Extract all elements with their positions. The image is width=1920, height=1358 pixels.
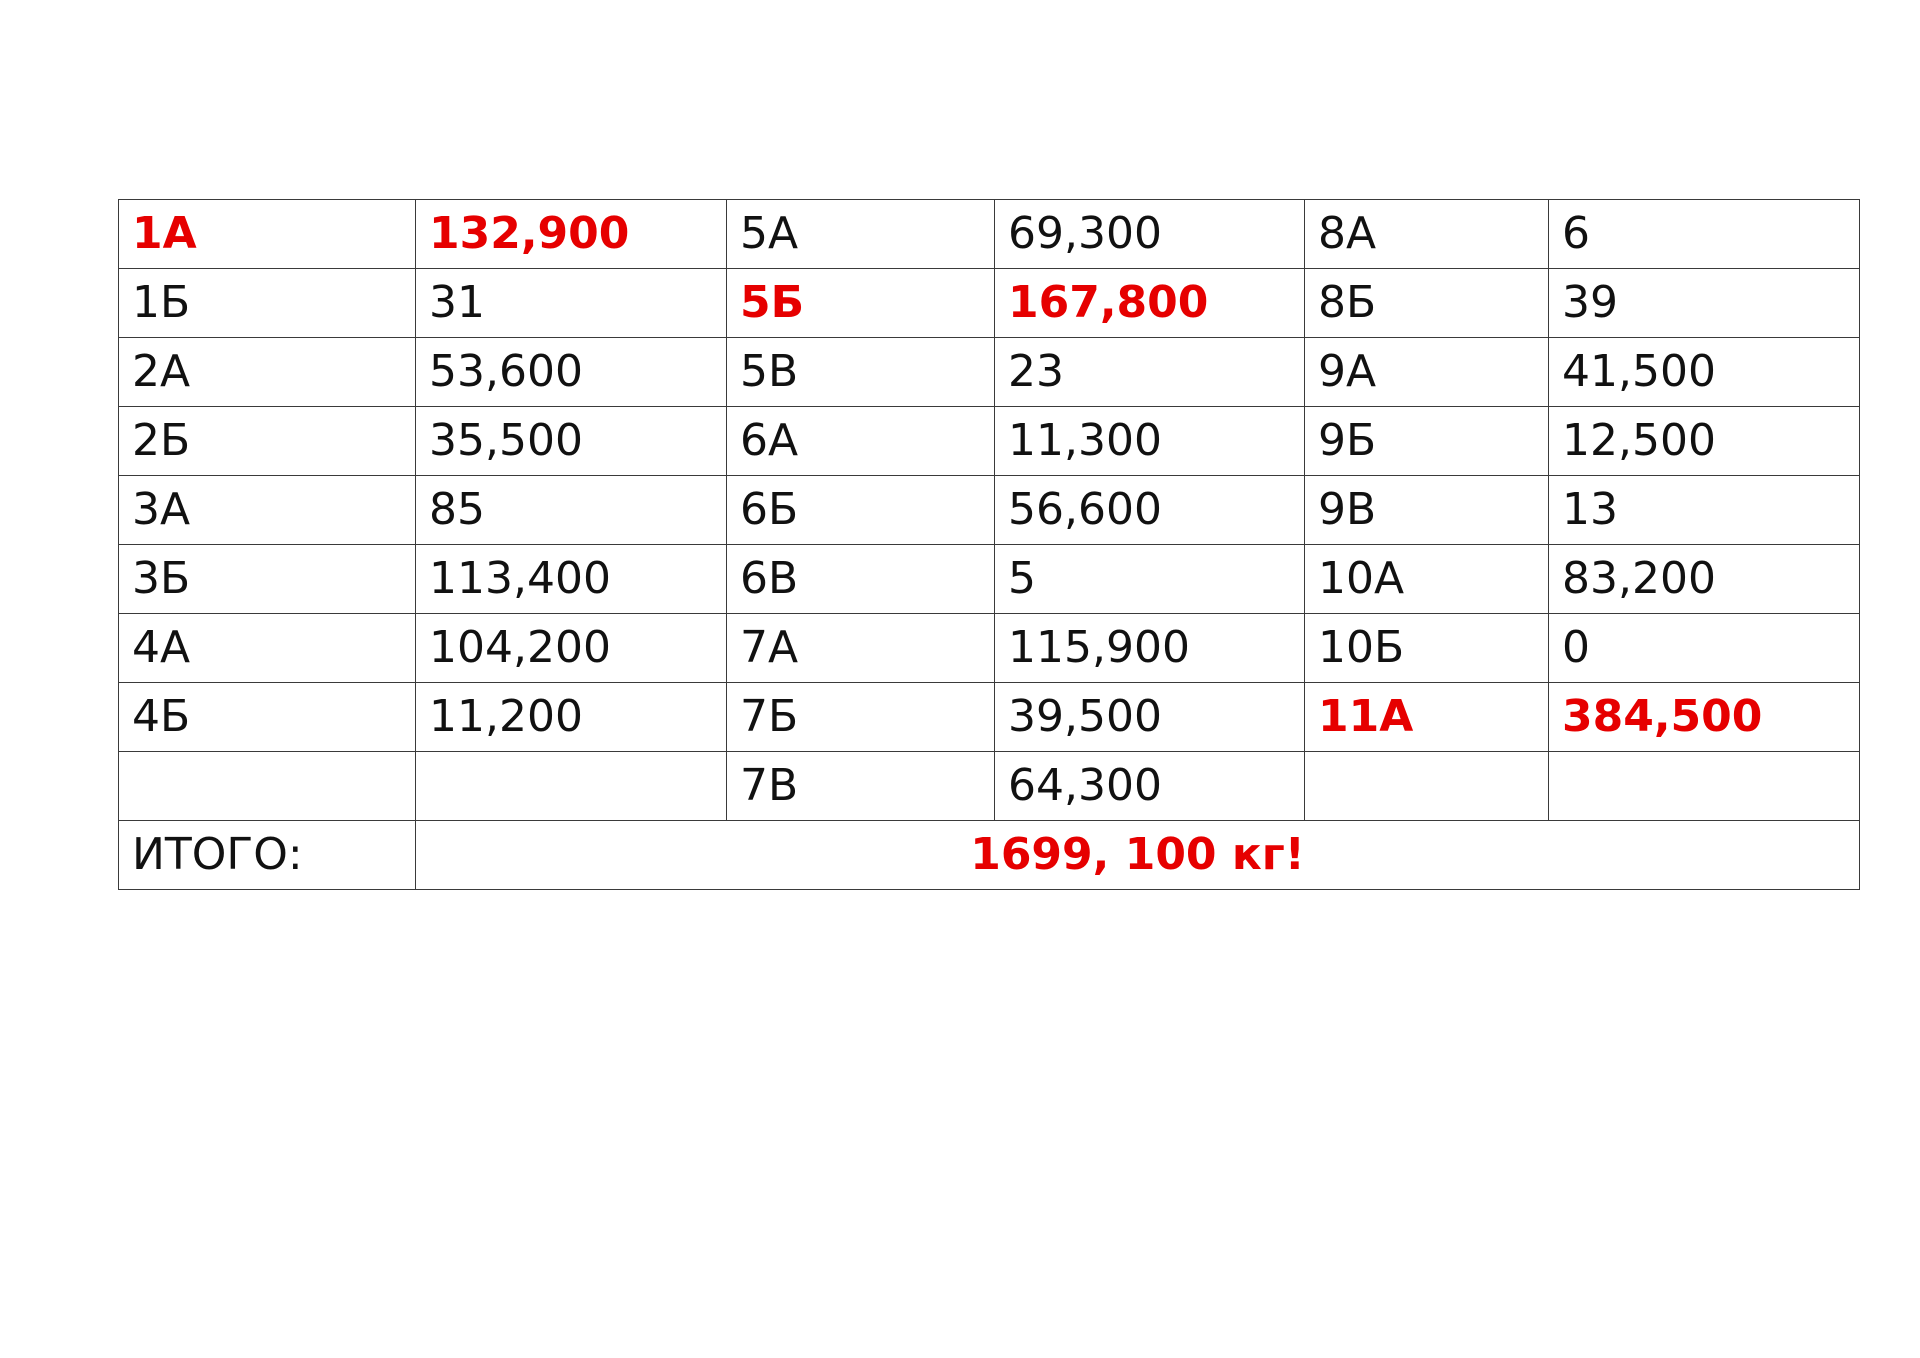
amount-cell: 39 [1549, 269, 1860, 338]
amount-cell: 31 [416, 269, 727, 338]
class-cell: 8Б [1305, 269, 1549, 338]
table-row [119, 683, 1860, 752]
class-cell: 11А [1305, 683, 1549, 752]
results-table [118, 199, 1860, 890]
class-cell: 6А [727, 407, 995, 476]
class-cell: 7В [727, 752, 995, 821]
class-cell: 7Б [727, 683, 995, 752]
amount-cell: 5 [995, 545, 1305, 614]
amount-cell: 12,500 [1549, 407, 1860, 476]
results-table-body [119, 200, 1860, 890]
class-cell: 10А [1305, 545, 1549, 614]
class-cell: 7А [727, 614, 995, 683]
class-cell: 6В [727, 545, 995, 614]
class-cell: 9Б [1305, 407, 1549, 476]
class-cell: 8А [1305, 200, 1549, 269]
class-cell: 2Б [119, 407, 416, 476]
table-row [119, 752, 1860, 821]
class-cell: 9А [1305, 338, 1549, 407]
class-cell: 10Б [1305, 614, 1549, 683]
class-cell [119, 752, 416, 821]
amount-cell: 85 [416, 476, 727, 545]
amount-cell: 13 [1549, 476, 1860, 545]
amount-cell: 69,300 [995, 200, 1305, 269]
class-cell: 9В [1305, 476, 1549, 545]
amount-cell: 64,300 [995, 752, 1305, 821]
total-value: 1699, 100 кг! [416, 821, 1860, 890]
class-cell: 4А [119, 614, 416, 683]
class-cell [1305, 752, 1549, 821]
class-cell: 1Б [119, 269, 416, 338]
amount-cell: 41,500 [1549, 338, 1860, 407]
class-cell: 5В [727, 338, 995, 407]
total-row [119, 821, 1860, 890]
class-cell: 6Б [727, 476, 995, 545]
amount-cell: 115,900 [995, 614, 1305, 683]
table-row [119, 614, 1860, 683]
class-cell: 1А [119, 200, 416, 269]
table-row [119, 407, 1860, 476]
class-cell: 3Б [119, 545, 416, 614]
amount-cell: 53,600 [416, 338, 727, 407]
amount-cell: 56,600 [995, 476, 1305, 545]
amount-cell: 384,500 [1549, 683, 1860, 752]
amount-cell: 35,500 [416, 407, 727, 476]
amount-cell [416, 752, 727, 821]
total-label: ИТОГО: [119, 821, 416, 890]
class-cell: 4Б [119, 683, 416, 752]
amount-cell: 0 [1549, 614, 1860, 683]
amount-cell: 104,200 [416, 614, 727, 683]
amount-cell [1549, 752, 1860, 821]
amount-cell: 83,200 [1549, 545, 1860, 614]
amount-cell: 39,500 [995, 683, 1305, 752]
class-cell: 5А [727, 200, 995, 269]
table-row [119, 545, 1860, 614]
amount-cell: 6 [1549, 200, 1860, 269]
class-cell: 3А [119, 476, 416, 545]
class-cell: 2А [119, 338, 416, 407]
table-row [119, 338, 1860, 407]
amount-cell: 167,800 [995, 269, 1305, 338]
amount-cell: 113,400 [416, 545, 727, 614]
table-row [119, 476, 1860, 545]
amount-cell: 11,300 [995, 407, 1305, 476]
class-cell: 5Б [727, 269, 995, 338]
amount-cell: 23 [995, 338, 1305, 407]
table-row [119, 200, 1860, 269]
table-row [119, 269, 1860, 338]
amount-cell: 132,900 [416, 200, 727, 269]
amount-cell: 11,200 [416, 683, 727, 752]
